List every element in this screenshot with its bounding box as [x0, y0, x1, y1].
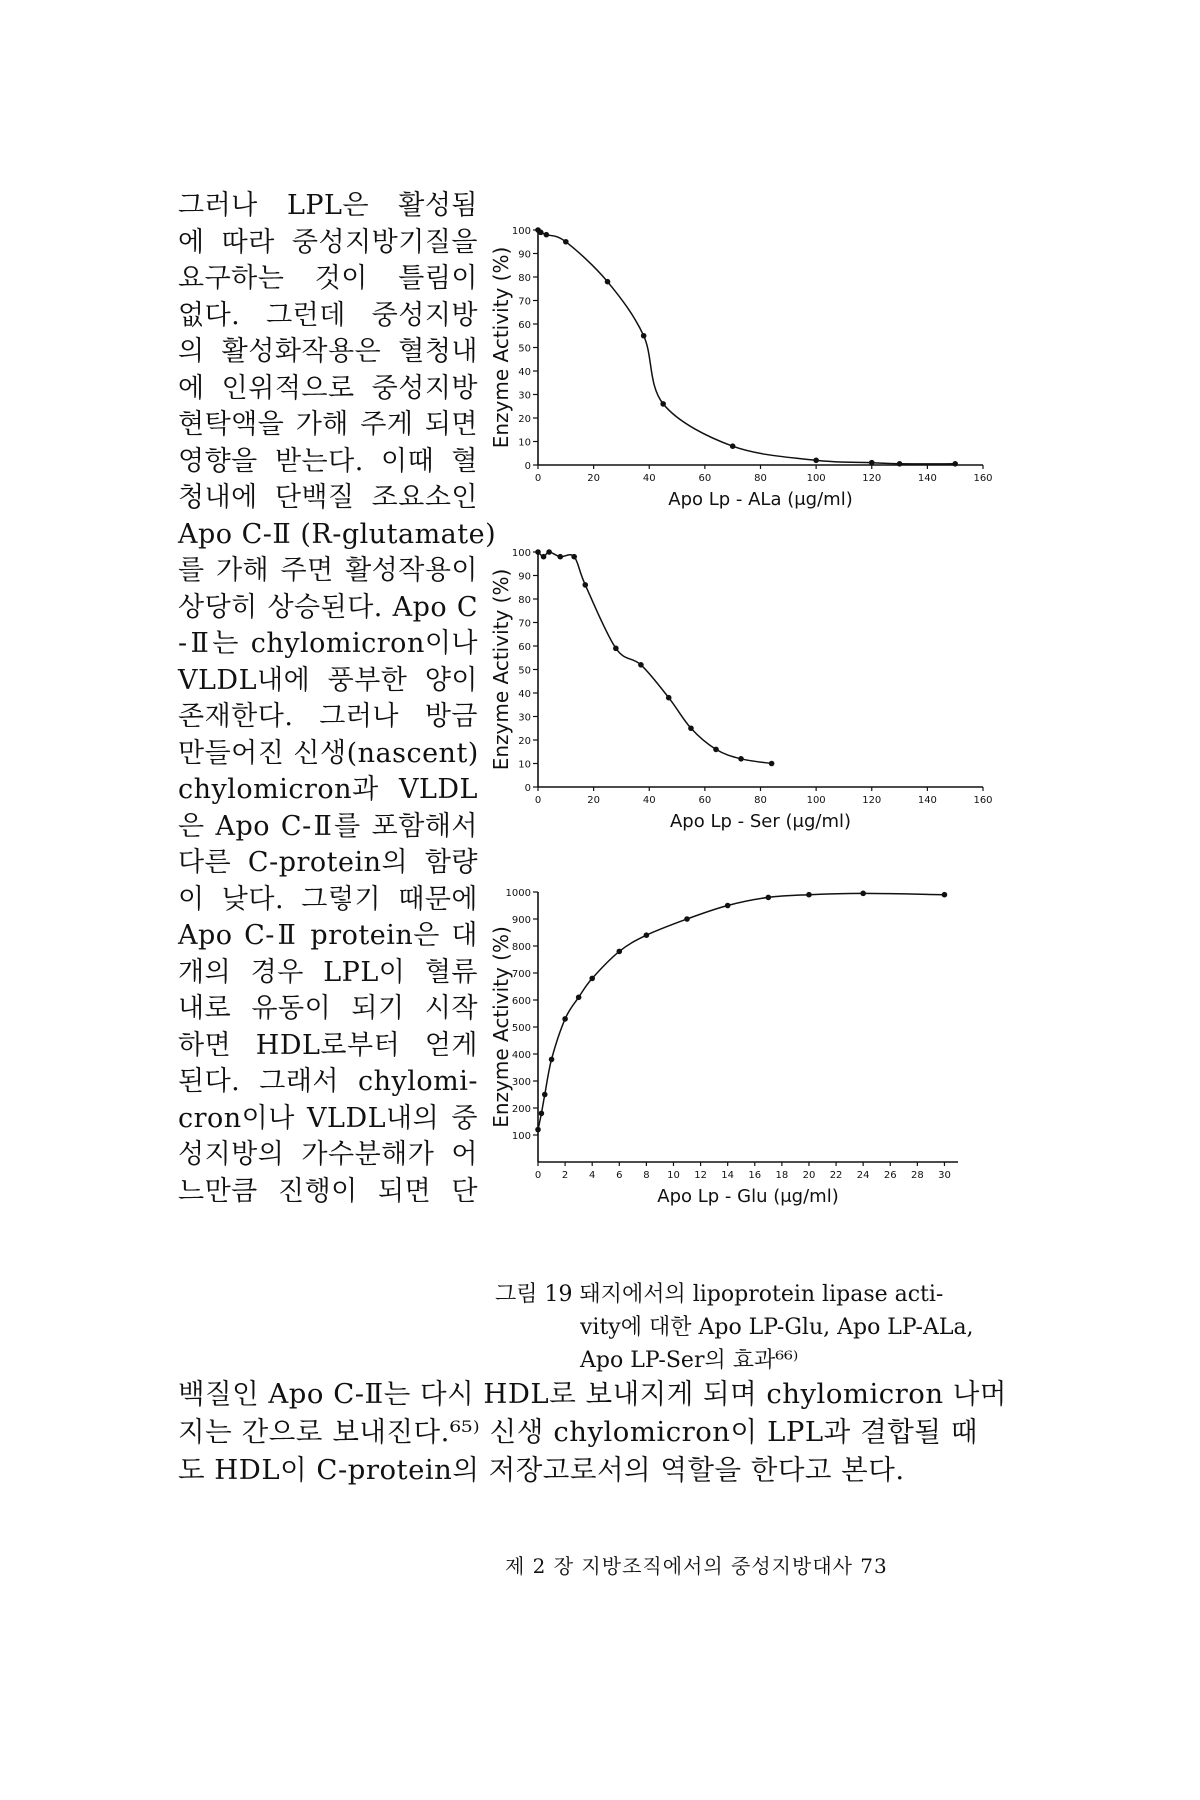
- text-line: 지는 간으로 보내진다.⁶⁵⁾ 신생 chylomicron이 LPL과 결합될 때: [178, 1416, 978, 1448]
- x-tick-label: 26: [883, 1170, 897, 1181]
- caption-line: Apo LP-Ser의 효과⁶⁶⁾: [580, 1348, 799, 1373]
- y-tick-label: 10: [518, 759, 531, 771]
- y-tick-label: 20: [518, 414, 531, 425]
- caption-line: vity에 대한 Apo LP-Glu, Apo LP-ALa,: [580, 1315, 974, 1340]
- data-point: [738, 756, 744, 762]
- y-tick-label: 30: [518, 712, 531, 724]
- y-tick-label: 100: [511, 548, 531, 559]
- y-axis-label: Enzyme Activity (%): [489, 246, 513, 449]
- x-tick-label: 14: [721, 1170, 735, 1181]
- text-line: 하면 HDL로부터 얻게: [178, 1029, 478, 1061]
- x-axis-label: Apo Lp - Ser (μg/ml): [669, 811, 852, 832]
- data-point: [576, 995, 582, 1001]
- y-tick-label: 90: [518, 249, 531, 261]
- text-line: 의 활성화작용은 혈청내: [178, 336, 478, 367]
- x-tick-label: 20: [587, 473, 600, 484]
- x-tick-label: 100: [806, 795, 826, 806]
- text-line: 상당히 상승된다. Apo C: [178, 591, 478, 623]
- data-point: [769, 761, 775, 767]
- x-tick-label: 140: [917, 795, 937, 806]
- x-tick-label: 60: [698, 473, 712, 484]
- y-tick-label: 30: [518, 390, 531, 402]
- y-tick-label: 90: [518, 571, 531, 583]
- x-axis-label: Apo Lp - ALa (μg/ml): [668, 489, 853, 510]
- text-line: chylomicron과 VLDL: [178, 774, 478, 805]
- x-tick-label: 0: [534, 473, 542, 484]
- y-tick-label: 1000: [505, 888, 531, 899]
- text-line: Apo C-Ⅱ (R-glutamate): [178, 518, 497, 550]
- x-tick-label: 140: [917, 473, 937, 484]
- text-line: 현탁액을 가해 주게 되면: [178, 409, 478, 440]
- text-line: 영향을 받는다. 이때 혈: [178, 445, 478, 477]
- x-tick-label: 120: [862, 795, 882, 806]
- y-tick-label: 900: [511, 915, 531, 926]
- text-line: cron이나 VLDL내의 중: [178, 1102, 478, 1134]
- data-point: [766, 895, 772, 901]
- chart-apo-lp-glu-svg: [478, 880, 998, 1260]
- y-tick-label: 50: [518, 665, 531, 677]
- y-tick-label: 800: [511, 942, 531, 953]
- data-point: [613, 646, 619, 652]
- y-tick-label: 0: [524, 461, 531, 472]
- x-tick-label: 16: [748, 1170, 762, 1181]
- x-tick-label: 28: [910, 1170, 924, 1181]
- text-line: 성지방의 가수분해가 어: [178, 1139, 478, 1170]
- data-point: [641, 333, 647, 339]
- y-tick-label: 100: [511, 1131, 531, 1142]
- data-point: [666, 695, 672, 701]
- x-tick-label: 4: [589, 1170, 596, 1181]
- y-tick-label: 300: [511, 1077, 531, 1088]
- text-line: 를 가해 주면 활성작용이: [178, 555, 478, 586]
- text-line: 느만큼 진행이 되면 단: [178, 1175, 478, 1207]
- y-tick-label: 10: [518, 437, 531, 449]
- x-tick-label: 22: [829, 1170, 843, 1181]
- text-line: Apo C-Ⅱ protein은 대: [178, 920, 478, 951]
- data-point: [582, 582, 588, 588]
- y-axis-label: Enzyme Activity (%): [489, 568, 513, 771]
- data-point: [541, 554, 547, 560]
- data-point: [538, 230, 544, 236]
- data-point: [869, 460, 875, 466]
- text-line: 청내에 단백질 조요소인: [178, 482, 478, 513]
- data-point: [638, 662, 644, 668]
- x-tick-label: 30: [938, 1170, 951, 1181]
- data-point: [897, 461, 903, 467]
- text-line: VLDL내에 풍부한 양이: [178, 664, 478, 696]
- chart-apo-lp-glu: [478, 880, 998, 1260]
- text-line: 된다. 그래서 chylomi-: [178, 1066, 478, 1097]
- x-tick-label: 24: [856, 1170, 870, 1181]
- x-tick-label: 0: [534, 1170, 542, 1181]
- x-tick-label: 80: [754, 473, 767, 484]
- x-tick-label: 20: [587, 795, 600, 806]
- x-tick-label: 20: [802, 1170, 816, 1181]
- data-point: [571, 554, 577, 560]
- series-line: [538, 230, 955, 464]
- data-point: [725, 903, 731, 909]
- x-tick-label: 160: [973, 473, 993, 484]
- y-tick-label: 100: [511, 226, 531, 237]
- data-point: [589, 976, 595, 982]
- x-tick-label: 12: [694, 1170, 707, 1181]
- y-tick-label: 500: [511, 1023, 531, 1034]
- y-tick-label: 20: [518, 736, 531, 747]
- caption-line: 그림 19 돼지에서의 lipoprotein lipase acti-: [495, 1282, 944, 1307]
- y-tick-label: 50: [518, 343, 531, 355]
- page-footer: 제 2 장 지방조직에서의 중성지방대사 73: [505, 1554, 888, 1578]
- body-text-column: [178, 188, 497, 1210]
- series-line: [538, 893, 945, 1129]
- data-point: [544, 232, 550, 238]
- text-line: 존재한다. 그러나 방금: [178, 701, 478, 732]
- y-tick-label: 60: [518, 320, 531, 331]
- data-point: [952, 461, 958, 467]
- data-point: [713, 747, 719, 753]
- data-point: [539, 1111, 545, 1117]
- data-point: [562, 1016, 568, 1022]
- y-tick-label: 400: [511, 1050, 531, 1061]
- x-tick-label: 8: [643, 1170, 650, 1181]
- data-point: [549, 1057, 555, 1063]
- x-tick-label: 40: [642, 795, 656, 806]
- text-line: 백질인 Apo C-Ⅱ는 다시 HDL로 보내지게 되며 chylomicron 나머: [178, 1378, 1007, 1410]
- y-tick-label: 700: [511, 969, 531, 980]
- series-line: [538, 552, 772, 764]
- data-point: [730, 443, 736, 449]
- x-tick-label: 18: [775, 1170, 789, 1181]
- chart-apo-lp-ser-svg: [478, 540, 998, 880]
- data-point: [616, 949, 622, 955]
- x-tick-label: 160: [973, 795, 993, 806]
- body-text-full-width: [178, 1375, 1007, 1489]
- x-tick-label: 80: [754, 795, 767, 806]
- data-point: [535, 549, 541, 555]
- text-line: 은 Apo C-Ⅱ를 포함해서: [178, 810, 478, 842]
- chart-apo-lp-ala-svg: [478, 222, 998, 562]
- text-line: 만들어진 신생(nascent): [178, 737, 479, 769]
- text-line: 내로 유동이 되기 시작: [178, 993, 478, 1024]
- x-tick-label: 2: [561, 1170, 569, 1181]
- text-line: 이 낮다. 그렇기 때문에: [178, 883, 478, 915]
- text-line: 도 HDL이 C-protein의 저장고로서의 역할을 한다고 본다.: [178, 1454, 905, 1486]
- text-line: 에 따라 중성지방기질을: [178, 226, 478, 258]
- y-tick-label: 70: [518, 296, 531, 308]
- y-tick-label: 600: [511, 996, 531, 1007]
- x-tick-label: 100: [806, 473, 826, 484]
- x-tick-label: 10: [667, 1170, 680, 1181]
- data-point: [813, 458, 819, 464]
- data-point: [860, 891, 866, 897]
- data-point: [605, 279, 611, 285]
- y-tick-label: 60: [518, 642, 531, 653]
- data-point: [563, 239, 569, 245]
- data-point: [557, 554, 563, 560]
- y-tick-label: 70: [518, 618, 531, 630]
- y-tick-label: 200: [511, 1104, 531, 1115]
- x-tick-label: 60: [698, 795, 712, 806]
- text-line: 그러나 LPL은 활성됨: [178, 190, 478, 221]
- text-line: 에 인위적으로 중성지방: [178, 372, 478, 404]
- data-point: [660, 401, 666, 407]
- x-tick-label: 6: [616, 1170, 623, 1181]
- data-point: [535, 1127, 541, 1133]
- y-tick-label: 0: [524, 783, 531, 794]
- y-tick-label: 80: [518, 273, 531, 284]
- text-line: 다른 C-protein의 함량: [178, 847, 478, 878]
- data-point: [688, 725, 694, 731]
- data-point: [644, 932, 650, 938]
- chart-apo-lp-ala: [478, 222, 998, 562]
- data-point: [546, 549, 552, 555]
- data-point: [942, 892, 948, 898]
- x-tick-label: 0: [534, 795, 542, 806]
- text-line: -Ⅱ는 chylomicron이나: [178, 628, 478, 659]
- chart-apo-lp-ser: [478, 540, 998, 880]
- y-tick-label: 80: [518, 595, 531, 606]
- data-point: [542, 1092, 548, 1098]
- x-axis-label: Apo Lp - Glu (μg/ml): [657, 1186, 839, 1207]
- data-point: [806, 892, 812, 898]
- text-line: 요구하는 것이 틀림이: [178, 263, 478, 294]
- text-line: 개의 경우 LPL이 혈류: [178, 956, 478, 988]
- y-tick-label: 40: [518, 367, 531, 378]
- text-line: 없다. 그런데 중성지방: [178, 299, 478, 331]
- x-tick-label: 40: [642, 473, 656, 484]
- x-tick-label: 120: [862, 473, 882, 484]
- data-point: [684, 916, 690, 922]
- figure-caption: [495, 1278, 995, 1377]
- y-tick-label: 40: [518, 689, 531, 700]
- y-axis-label: Enzyme Activity (%): [489, 926, 513, 1128]
